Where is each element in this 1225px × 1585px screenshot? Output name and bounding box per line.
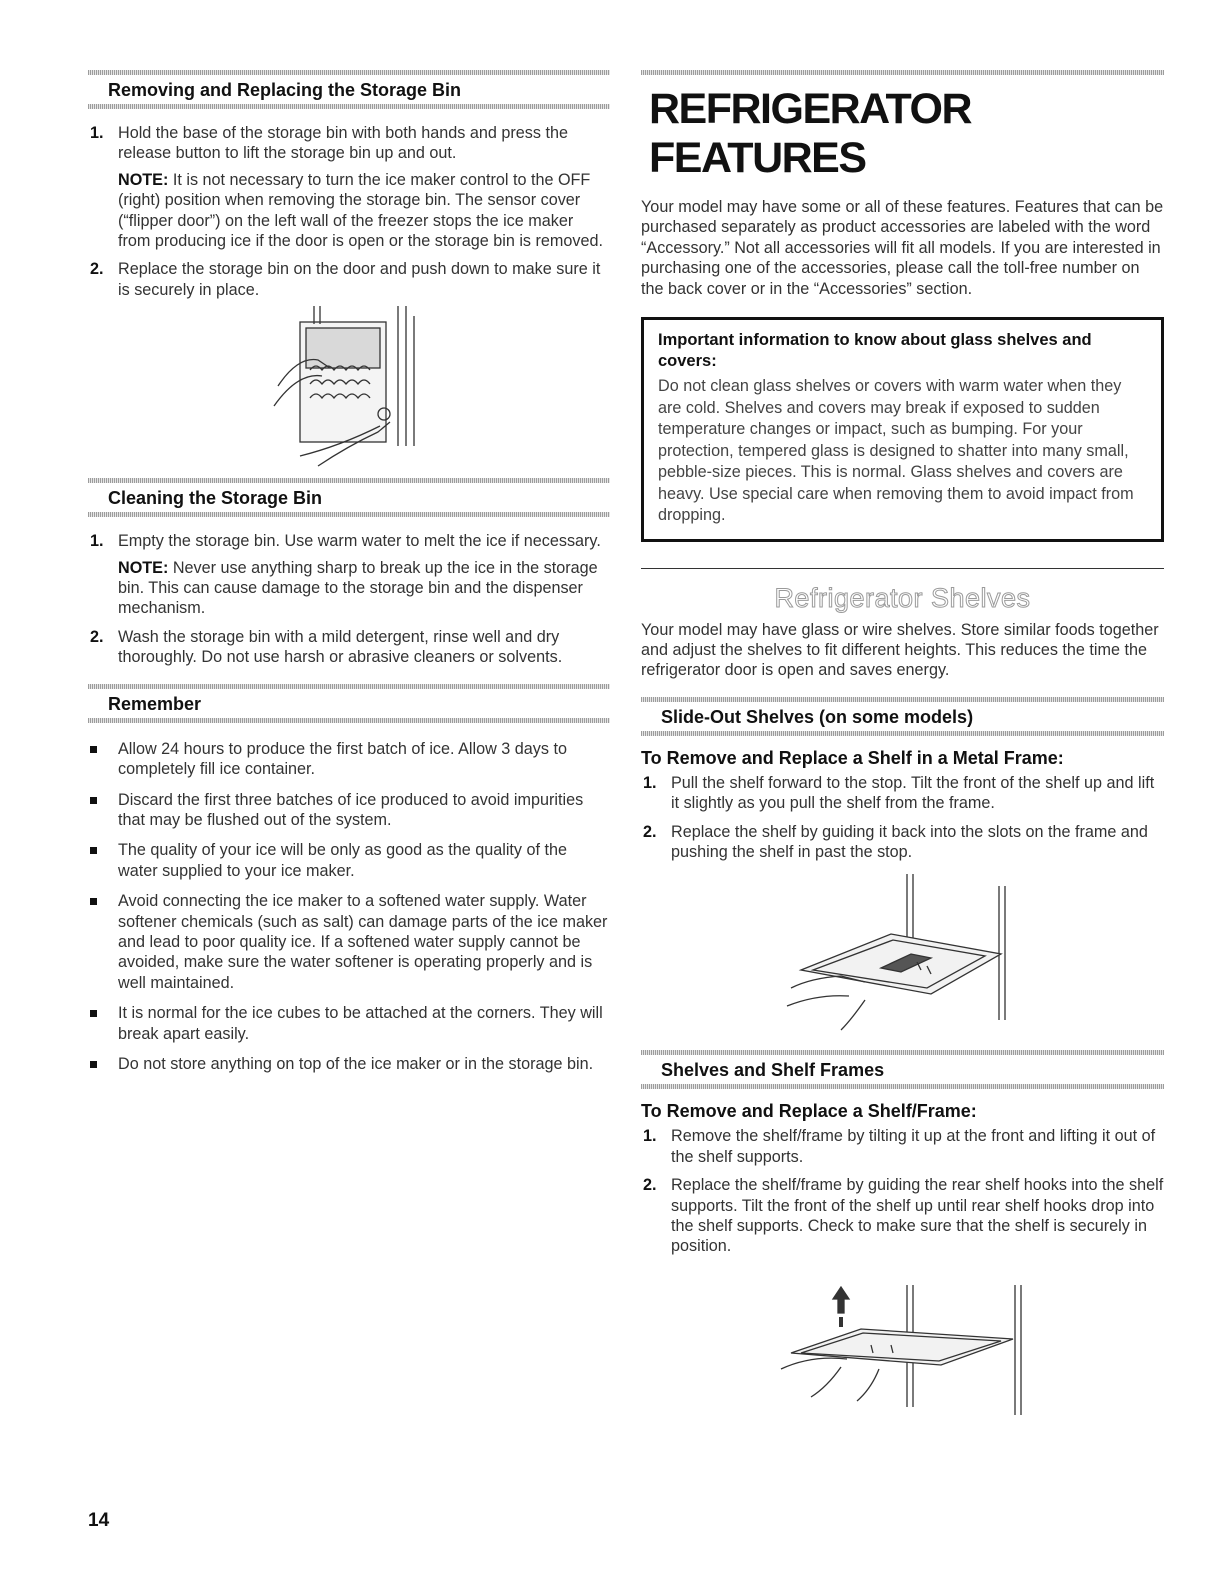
step-item: 1. Remove the shelf/frame by tilting it up at the front and lifting it out of the shelf supports. bbox=[643, 1127, 1156, 1166]
remember-list bbox=[88, 739, 610, 1075]
list-item: Avoid connecting the ice maker to a softened water supply. Water softener chemicals (such as salt) can damage parts of the ice maker and lead to poor quality ice. If a softened water supply cannot be avoided, make sure the water softener is operating properly and is well maintained. bbox=[88, 891, 610, 993]
section-divider bbox=[641, 697, 1164, 702]
notice-title: Important information to know about glass shelves and covers: bbox=[658, 331, 1092, 371]
list-item: Do not store anything on top of the ice maker or in the storage bin. bbox=[88, 1054, 610, 1074]
section-divider bbox=[641, 1050, 1164, 1055]
shelf-frame-illustration bbox=[641, 1265, 1164, 1415]
section-divider bbox=[641, 1084, 1164, 1089]
list-item: It is normal for the ice cubes to be attached at the corners. They will break apart easily. bbox=[88, 1003, 610, 1044]
left-column bbox=[88, 0, 610, 1084]
step-list bbox=[88, 531, 610, 667]
section-title: Removing and Replacing the Storage Bin bbox=[108, 80, 462, 100]
shelves-intro: Your model may have glass or wire shelves. Store similar foods together and adjust the shelves to fit different heights. This reduces the time the refrigerator door is open and saves energy. bbox=[641, 620, 1159, 680]
procedure-heading: To Remove and Replace a Shelf/Frame: bbox=[641, 1101, 977, 1122]
page-title: REFRIGERATOR FEATURES bbox=[649, 85, 972, 182]
step-item: 2. Replace the shelf by guiding it back into the slots on the frame and pushing the shelf in past the stop. bbox=[643, 822, 1148, 861]
slide-out-shelf-illustration bbox=[641, 870, 1164, 1050]
step-item: 2. Wash the storage bin with a mild detergent, rinse well and dry thoroughly. Do not use harsh or abrasive cleaners or solvents. bbox=[90, 627, 563, 667]
section-divider bbox=[88, 478, 610, 483]
step-list bbox=[641, 1126, 1164, 1256]
section-title: Cleaning the Storage Bin bbox=[108, 488, 323, 509]
notice-body: Do not clean glass shelves or covers with warm water when they are cold. Shelves and covers may break if exposed to sudden temperature changes or impact, such as bumping. For your protection, tempered glass is designed to shatter into many small, pebble-size pieces. This is normal. Glass shelves and covers are heavy. Use special care when removing them to avoid impact from dropping. bbox=[658, 377, 1134, 525]
divider bbox=[641, 568, 1164, 569]
step-item: 2. Replace the shelf/frame by guiding the rear shelf hooks into the shelf supports. Tilt the front of the shelf up until rear shelf hooks drop into the shelf supports. Check to make sure that the shelf is securely in position. bbox=[643, 1176, 1164, 1256]
step-item: 1. Hold the base of the storage bin with both hands and press the release button to lift the storage bin up and out. NOTE: It is not necessary to turn the ice maker control to the OFF (right) position when removing the storage bin. The sensor cover (“flipper door”) on the left wall of the freezer stops the ice maker from producing ice if the door is open or the storage bin is removed. bbox=[88, 123, 610, 251]
storage-bin-illustration bbox=[88, 306, 610, 476]
note: NOTE: Never use anything sharp to break up the ice in the storage bin. This can cause damage to the storage bin and the dispenser mechanism. bbox=[118, 558, 598, 618]
section-title: Shelves and Shelf Frames bbox=[661, 1060, 885, 1081]
step-item: 1. Empty the storage bin. Use warm water to melt the ice if necessary. NOTE: Never use anything sharp to break up the ice in the storage bin. This can cause damage to the storage bin and the dispenser mechanism. bbox=[88, 531, 610, 619]
section-divider bbox=[641, 731, 1164, 736]
step-list bbox=[641, 773, 1164, 863]
page-number: 14 bbox=[88, 1510, 110, 1531]
intro-paragraph: Your model may have some or all of these features. Features that can be purchased separately as product accessories are labeled with the word “Accessory.” Not all accessories will fit all models. If you are interested in purchasing one of the accessories, please call the toll-free number on the back cover or in the “Accessories” section. bbox=[641, 198, 1164, 298]
step-list bbox=[88, 123, 610, 300]
list-item: Allow 24 hours to produce the first batch of ice. Allow 3 days to completely fill ice container. bbox=[88, 739, 610, 780]
section-divider bbox=[88, 104, 610, 109]
section-divider bbox=[88, 718, 610, 723]
section-divider bbox=[641, 70, 1164, 75]
section-divider bbox=[88, 512, 610, 517]
section-title: Slide-Out Shelves (on some models) bbox=[661, 706, 974, 727]
glass-shelves-notice bbox=[641, 317, 1164, 542]
shelves-heading: Refrigerator Shelves bbox=[774, 582, 1031, 613]
step-item: 1. Pull the shelf forward to the stop. Tilt the front of the shelf up and lift it slightly as you pull the shelf from the frame. bbox=[643, 773, 1155, 813]
section-divider bbox=[88, 684, 610, 689]
list-item: Discard the first three batches of ice produced to avoid impurities that may be flushed out of the system. bbox=[88, 790, 610, 831]
section-title: Remember bbox=[108, 693, 202, 714]
section-divider bbox=[88, 70, 610, 75]
note: NOTE: It is not necessary to turn the ice maker control to the OFF (right) position when removing the storage bin. The sensor cover (“flipper door”) on the left wall of the freezer stops the ice maker from producing ice if the door is open or the storage bin is removed. bbox=[118, 170, 603, 251]
list-item: The quality of your ice will be only as good as the quality of the water supplied to your ice maker. bbox=[88, 840, 610, 881]
right-column bbox=[641, 0, 1164, 1415]
step-item: 2. Replace the storage bin on the door and push down to make sure it is securely in place. bbox=[90, 260, 601, 299]
procedure-heading: To Remove and Replace a Shelf in a Metal Frame: bbox=[641, 747, 1064, 768]
